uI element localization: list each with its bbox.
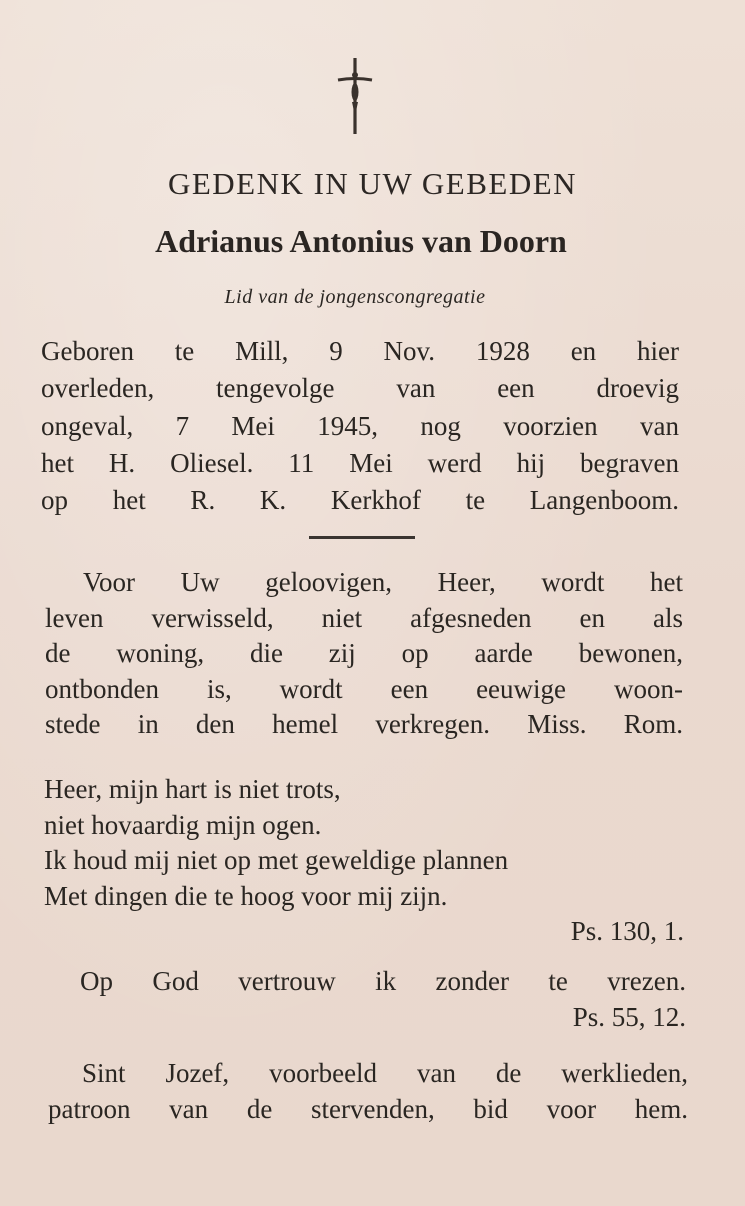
psalm-line: Heer, mijn hart is niet trots, (44, 774, 341, 804)
trust-reference: Ps. 55, 12. (572, 1001, 686, 1032)
psalm-reference: Ps. 130, 1. (570, 916, 684, 946)
quote-line: leven verwisseld, niet afgesneden en als (45, 602, 683, 633)
psalm-line: Met dingen die te hoog voor mij zijn. (44, 880, 448, 911)
biography-line: het H. Oliesel. 11 Mei werd hij begraven (41, 447, 679, 478)
biography (41, 336, 679, 522)
quote-line: de woning, die zij op aarde bewonen, (45, 638, 683, 668)
biography-line: overleden, tengevolge van een droevig (41, 373, 679, 404)
prayer-line: Sint Jozef, voorbeeld van de werklieden, (82, 1058, 688, 1088)
quote-line: stede in den hemel verkregen. Miss. Rom. (45, 709, 683, 739)
prayer-line: patroon van de stervenden, bid voor hem. (48, 1093, 688, 1124)
deceased-name: Adrianus Antonius van Doorn (155, 223, 567, 259)
heading: GEDENK IN UW GEBEDEN (167, 166, 578, 201)
psalm-line: niet hovaardig mijn ogen. (44, 809, 322, 840)
psalm-line: Ik houd mij niet op met geweldige plannen (44, 845, 509, 875)
quote-line: ontbonden is, wordt een eeuwige woon- (45, 673, 683, 704)
subtitle: Lid van de jongenscongregatie (224, 286, 486, 308)
biography-line: ongeval, 7 Mei 1945, nog voorzien van (41, 410, 679, 441)
quote-line: Voor Uw geloovigen, Heer, wordt het (83, 567, 683, 597)
divider (309, 536, 415, 539)
trust-quote (80, 966, 686, 1037)
biography-line: Geboren te Mill, 9 Nov. 1928 en hier (41, 336, 679, 366)
biography-line: op het R. K. Kerkhof te Langenboom. (41, 485, 679, 516)
psalm-quote (44, 774, 684, 952)
crucifix-icon (335, 56, 375, 136)
trust-line: Op God vertrouw ik zonder te vrezen. (80, 966, 686, 996)
saint-joseph-prayer (48, 1058, 688, 1129)
liturgy-quote (45, 567, 683, 745)
